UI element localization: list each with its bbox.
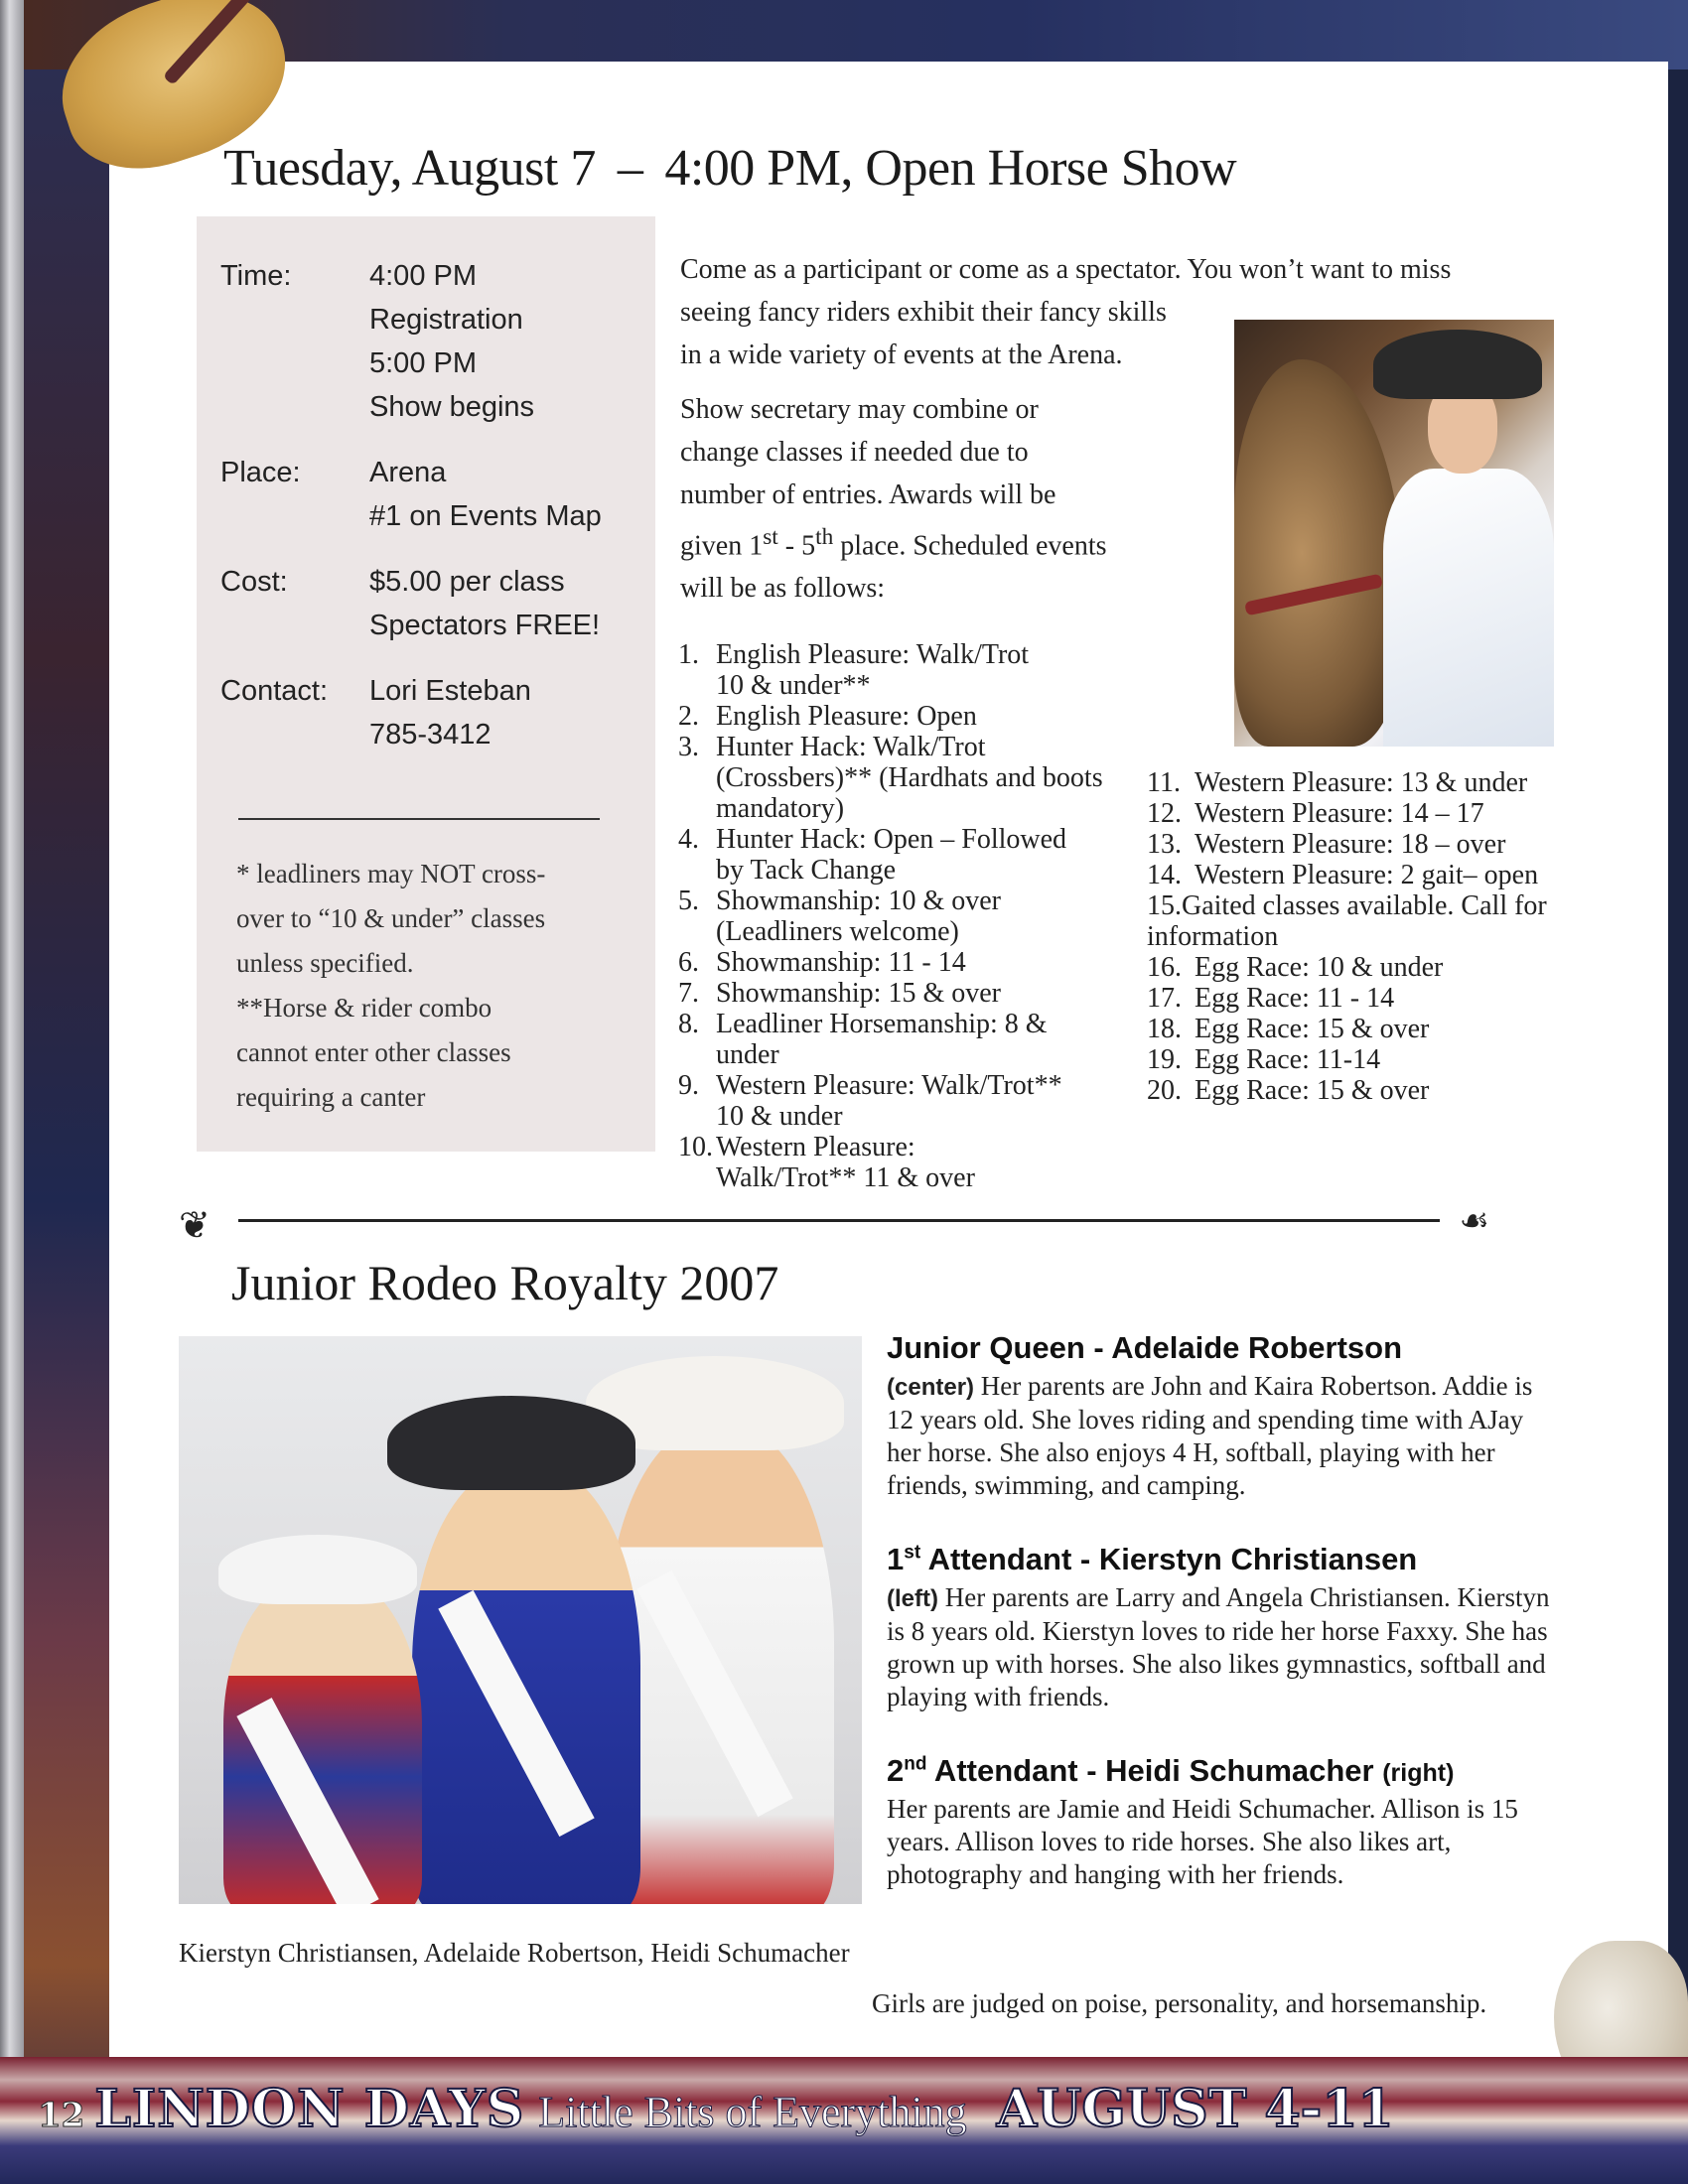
event-item (1147, 983, 1614, 1014)
intro-line: change classes if needed due to (680, 437, 1029, 468)
bio-body: Her parents are Larry and Angela Christiansen. Kierstyn is 8 years old. Kierstyn loves to ride her horse Faxxy. She has grown up with horses. She also likes gymnastics, softball and playing with friends. (887, 1582, 1550, 1711)
event-item (678, 978, 1135, 1009)
event-number: 12. (1147, 798, 1182, 829)
event-label: English Pleasure: Walk/Trot (716, 639, 1030, 670)
intro-sup: th (815, 524, 834, 550)
judging-note: Girls are judged on poise, personality, and horsemanship. (872, 1988, 1487, 2018)
info-cost-row (220, 560, 647, 647)
bio-position: (left) (887, 1585, 938, 1612)
title-dash: – (617, 140, 643, 197)
event-label: Showmanship: 10 & over (716, 886, 1001, 916)
event-text (716, 732, 1135, 824)
royalty-bios (887, 1330, 1562, 1931)
time-label: Time: (220, 260, 292, 292)
event-continuation: (Crossbers)** (Hardhats and boots mandatory) (716, 762, 1103, 824)
event-label: Western Pleasure: 14 – 17 (1195, 798, 1484, 829)
event-number: 7. (678, 978, 699, 1009)
place-line: #1 on Events Map (369, 500, 602, 532)
event-continuation: information (1147, 921, 1279, 952)
title-event: 4:00 PM, Open Horse Show (664, 140, 1237, 197)
event-text (1195, 860, 1614, 890)
event-item (678, 1070, 1135, 1132)
magazine-spine (0, 0, 24, 2184)
bio-position: (center) (887, 1374, 975, 1401)
event-text (1195, 767, 1614, 798)
event-label: Leadliner Horsemanship: 8 & (716, 1009, 1048, 1039)
event-continuation: 10 & under (716, 1101, 843, 1132)
ornamental-divider (179, 1199, 1489, 1247)
photo-girl-center (412, 1465, 640, 1904)
cost-line: Spectators FREE! (369, 610, 601, 641)
intro-line: number of entries. Awards will be (680, 479, 1056, 510)
event-item (678, 1009, 1135, 1070)
intro-line: Show secretary may combine or (680, 394, 1039, 425)
event-number: 4. (678, 824, 699, 855)
intro-paragraph-2 (680, 388, 1196, 610)
intro-line: seeing fancy riders exhibit their fancy skills (680, 297, 1167, 328)
info-divider (238, 818, 600, 820)
event-label: Showmanship: 11 - 14 (716, 947, 966, 978)
event-number: 16. (1147, 952, 1182, 983)
event-text (716, 886, 1135, 947)
ordinal-suffix: st (904, 1542, 921, 1564)
event-text (716, 1132, 1135, 1193)
event-item (1147, 952, 1614, 983)
place-value (369, 451, 647, 538)
event-number: 13. (1147, 829, 1182, 860)
event-continuation: Walk/Trot** 11 & over (716, 1162, 975, 1193)
time-value (369, 254, 647, 429)
event-number: 14. (1147, 860, 1182, 890)
event-item (1147, 1014, 1614, 1044)
bio-queen (887, 1330, 1562, 1502)
event-text (716, 824, 1135, 886)
event-label: Showmanship: 15 & over (716, 978, 1001, 1009)
info-notes (236, 852, 633, 1120)
event-text (1195, 1044, 1614, 1075)
event-continuation: (Leadliners welcome) (716, 916, 959, 947)
horse-figure (1234, 359, 1403, 747)
note-line: **Horse & rider combo (236, 993, 492, 1023)
event-label: Western Pleasure: Walk/Trot** (716, 1070, 1062, 1101)
events-list-left (678, 639, 1135, 1193)
event-label: Egg Race: 15 & over (1195, 1014, 1430, 1044)
hat-band (163, 0, 259, 85)
time-line: Registration (369, 304, 523, 336)
event-label: English Pleasure: Open (716, 701, 977, 732)
event-text (1147, 890, 1547, 952)
contact-label: Contact: (220, 675, 328, 707)
intro-line: in a wide variety of events at the Arena. (680, 340, 1123, 370)
contact-value (369, 669, 647, 756)
ordinal-number: 2 (887, 1753, 905, 1788)
event-label: Hunter Hack: Walk/Trot (716, 732, 986, 762)
footer-text (38, 2079, 1394, 2139)
bio-first-text (887, 1581, 1562, 1713)
intro-line: will be as follows: (680, 573, 886, 605)
event-item (1147, 1075, 1614, 1106)
bio-queen-title: Junior Queen - Adelaide Robertson (887, 1330, 1403, 1365)
event-text (1195, 829, 1614, 860)
page-title (223, 139, 1415, 198)
event-label: Egg Race: 11-14 (1195, 1044, 1381, 1075)
ordinal-number: 1 (887, 1542, 905, 1576)
event-text (716, 639, 1135, 701)
event-text (1195, 1014, 1614, 1044)
bio-first-title (887, 1542, 1562, 1577)
event-label: Western Pleasure: 18 – over (1195, 829, 1506, 860)
event-number: 11. (1147, 767, 1181, 798)
event-continuation: under (716, 1039, 779, 1070)
event-text (716, 701, 1135, 732)
bio-title-text: Attendant - Kierstyn Christiansen (920, 1542, 1418, 1576)
event-text (1195, 1075, 1614, 1106)
event-info-box (197, 216, 655, 1152)
info-place-row (220, 451, 647, 538)
photo-hat-center (387, 1396, 635, 1490)
event-number: 10. (678, 1132, 713, 1162)
event-number: 19. (1147, 1044, 1182, 1075)
event-item (1147, 860, 1614, 890)
royalty-photo (179, 1336, 862, 1904)
intro-given: given 1 (680, 530, 764, 562)
event-number: 6. (678, 947, 699, 978)
event-number: 3. (678, 732, 699, 762)
note-line: requiring a canter (236, 1082, 426, 1112)
bio-second-text: Her parents are Jamie and Heidi Schumacher. Allison is 15 years. Allison loves to ride horses. She also likes art, photography and hanging with her friends. (887, 1794, 1518, 1889)
time-line: 4:00 PM (369, 260, 477, 292)
event-number: 17. (1147, 983, 1182, 1014)
event-number: 15. (1147, 890, 1182, 921)
event-item (678, 732, 1135, 824)
event-number: 9. (678, 1070, 699, 1101)
intro-sup: st (763, 524, 778, 550)
contact-line: 785-3412 (369, 719, 492, 751)
event-item (1147, 829, 1614, 860)
info-contact-row (220, 669, 647, 756)
event-item (1147, 798, 1614, 829)
event-label: Hunter Hack: Open – Followed (716, 824, 1067, 855)
bio-title-text: Attendant - Heidi Schumacher (926, 1753, 1383, 1788)
photo-caption: Kierstyn Christiansen, Adelaide Robertson, Heidi Schumacher (179, 1938, 850, 1968)
event-item (678, 824, 1135, 886)
bio-second-title (887, 1753, 1562, 1789)
event-number: 20. (1147, 1075, 1182, 1106)
title-date: Tuesday, August 7 (223, 140, 596, 197)
event-label: Egg Race: 11 - 14 (1195, 983, 1395, 1014)
ordinal-suffix: nd (904, 1753, 927, 1775)
rider-shirt (1383, 469, 1554, 747)
time-line: 5:00 PM (369, 347, 477, 379)
intro-given-mid: - 5 (777, 530, 816, 562)
time-line: Show begins (369, 391, 535, 423)
event-label: Gaited classes available. Call for (1182, 890, 1547, 921)
event-item (678, 886, 1135, 947)
event-label: Egg Race: 15 & over (1195, 1075, 1430, 1106)
intro-given-post: place. Scheduled events (833, 530, 1107, 562)
flourish-left-icon: ❦ (179, 1205, 211, 1247)
event-number: 2. (678, 701, 699, 732)
page-number: 12 (38, 2096, 85, 2135)
event-item (1147, 767, 1614, 798)
cost-label: Cost: (220, 566, 288, 598)
event-text (1195, 798, 1614, 829)
note-line: unless specified. (236, 948, 414, 978)
photo-hat-left (218, 1535, 417, 1604)
info-time-row (220, 254, 647, 429)
event-continuation: by Tack Change (716, 855, 897, 886)
cost-value (369, 560, 647, 647)
event-text (1195, 952, 1614, 983)
rider-hat (1373, 330, 1542, 399)
horse-and-rider-photo (1234, 320, 1554, 747)
cost-line: $5.00 per class (369, 566, 565, 598)
event-text (716, 978, 1135, 1009)
event-item (678, 701, 1135, 732)
bio-queen-text (887, 1370, 1562, 1502)
footer-dates: AUGUST 4-11 (996, 2079, 1394, 2139)
event-text (716, 1009, 1135, 1070)
place-line: Arena (369, 457, 447, 488)
event-text (1195, 983, 1614, 1014)
place-label: Place: (220, 457, 301, 488)
event-item (1147, 1044, 1614, 1075)
event-continuation: 10 & under** (716, 670, 871, 701)
bio-second-attendant (887, 1753, 1562, 1891)
info-grid (220, 254, 647, 778)
event-number: 1. (678, 639, 699, 670)
bio-position: (right) (1382, 1759, 1455, 1787)
event-number: 18. (1147, 1014, 1182, 1044)
footer-tagline: Little Bits of Everything (538, 2088, 967, 2136)
note-line: cannot enter other classes (236, 1037, 511, 1067)
contact-line: Lori Esteban (369, 675, 531, 707)
royalty-title: Junior Rodeo Royalty 2007 (231, 1255, 779, 1310)
event-label: Western Pleasure: 2 gait– open (1195, 860, 1539, 890)
bio-body: Her parents are John and Kaira Robertson. Addie is 12 years old. She loves riding and spending time with AJay her horse. She also enjoys 4 H, softball, playing with her friends, swimming, and camping. (887, 1371, 1533, 1500)
event-label: Western Pleasure: 13 & under (1195, 767, 1528, 798)
intro-line: Come as a participant or come as a spectator. You won’t want to miss (680, 254, 1452, 285)
event-text (716, 947, 1135, 978)
event-text (716, 1070, 1135, 1132)
event-item (678, 639, 1135, 701)
divider-line (238, 1219, 1440, 1222)
footer-brand: LINDON DAYS (94, 2079, 525, 2139)
event-number: 8. (678, 1009, 699, 1039)
event-item (678, 947, 1135, 978)
event-label: Egg Race: 10 & under (1195, 952, 1444, 983)
event-label: Western Pleasure: (716, 1132, 915, 1162)
note-line: over to “10 & under” classes (236, 903, 546, 933)
note-line: * leadliners may NOT cross- (236, 859, 546, 888)
event-number: 5. (678, 886, 699, 916)
event-item (1147, 890, 1614, 952)
flourish-right-icon: ☙ (1459, 1203, 1489, 1240)
events-list-right (1147, 767, 1614, 1106)
bio-first-attendant (887, 1542, 1562, 1713)
event-item (678, 1132, 1135, 1193)
